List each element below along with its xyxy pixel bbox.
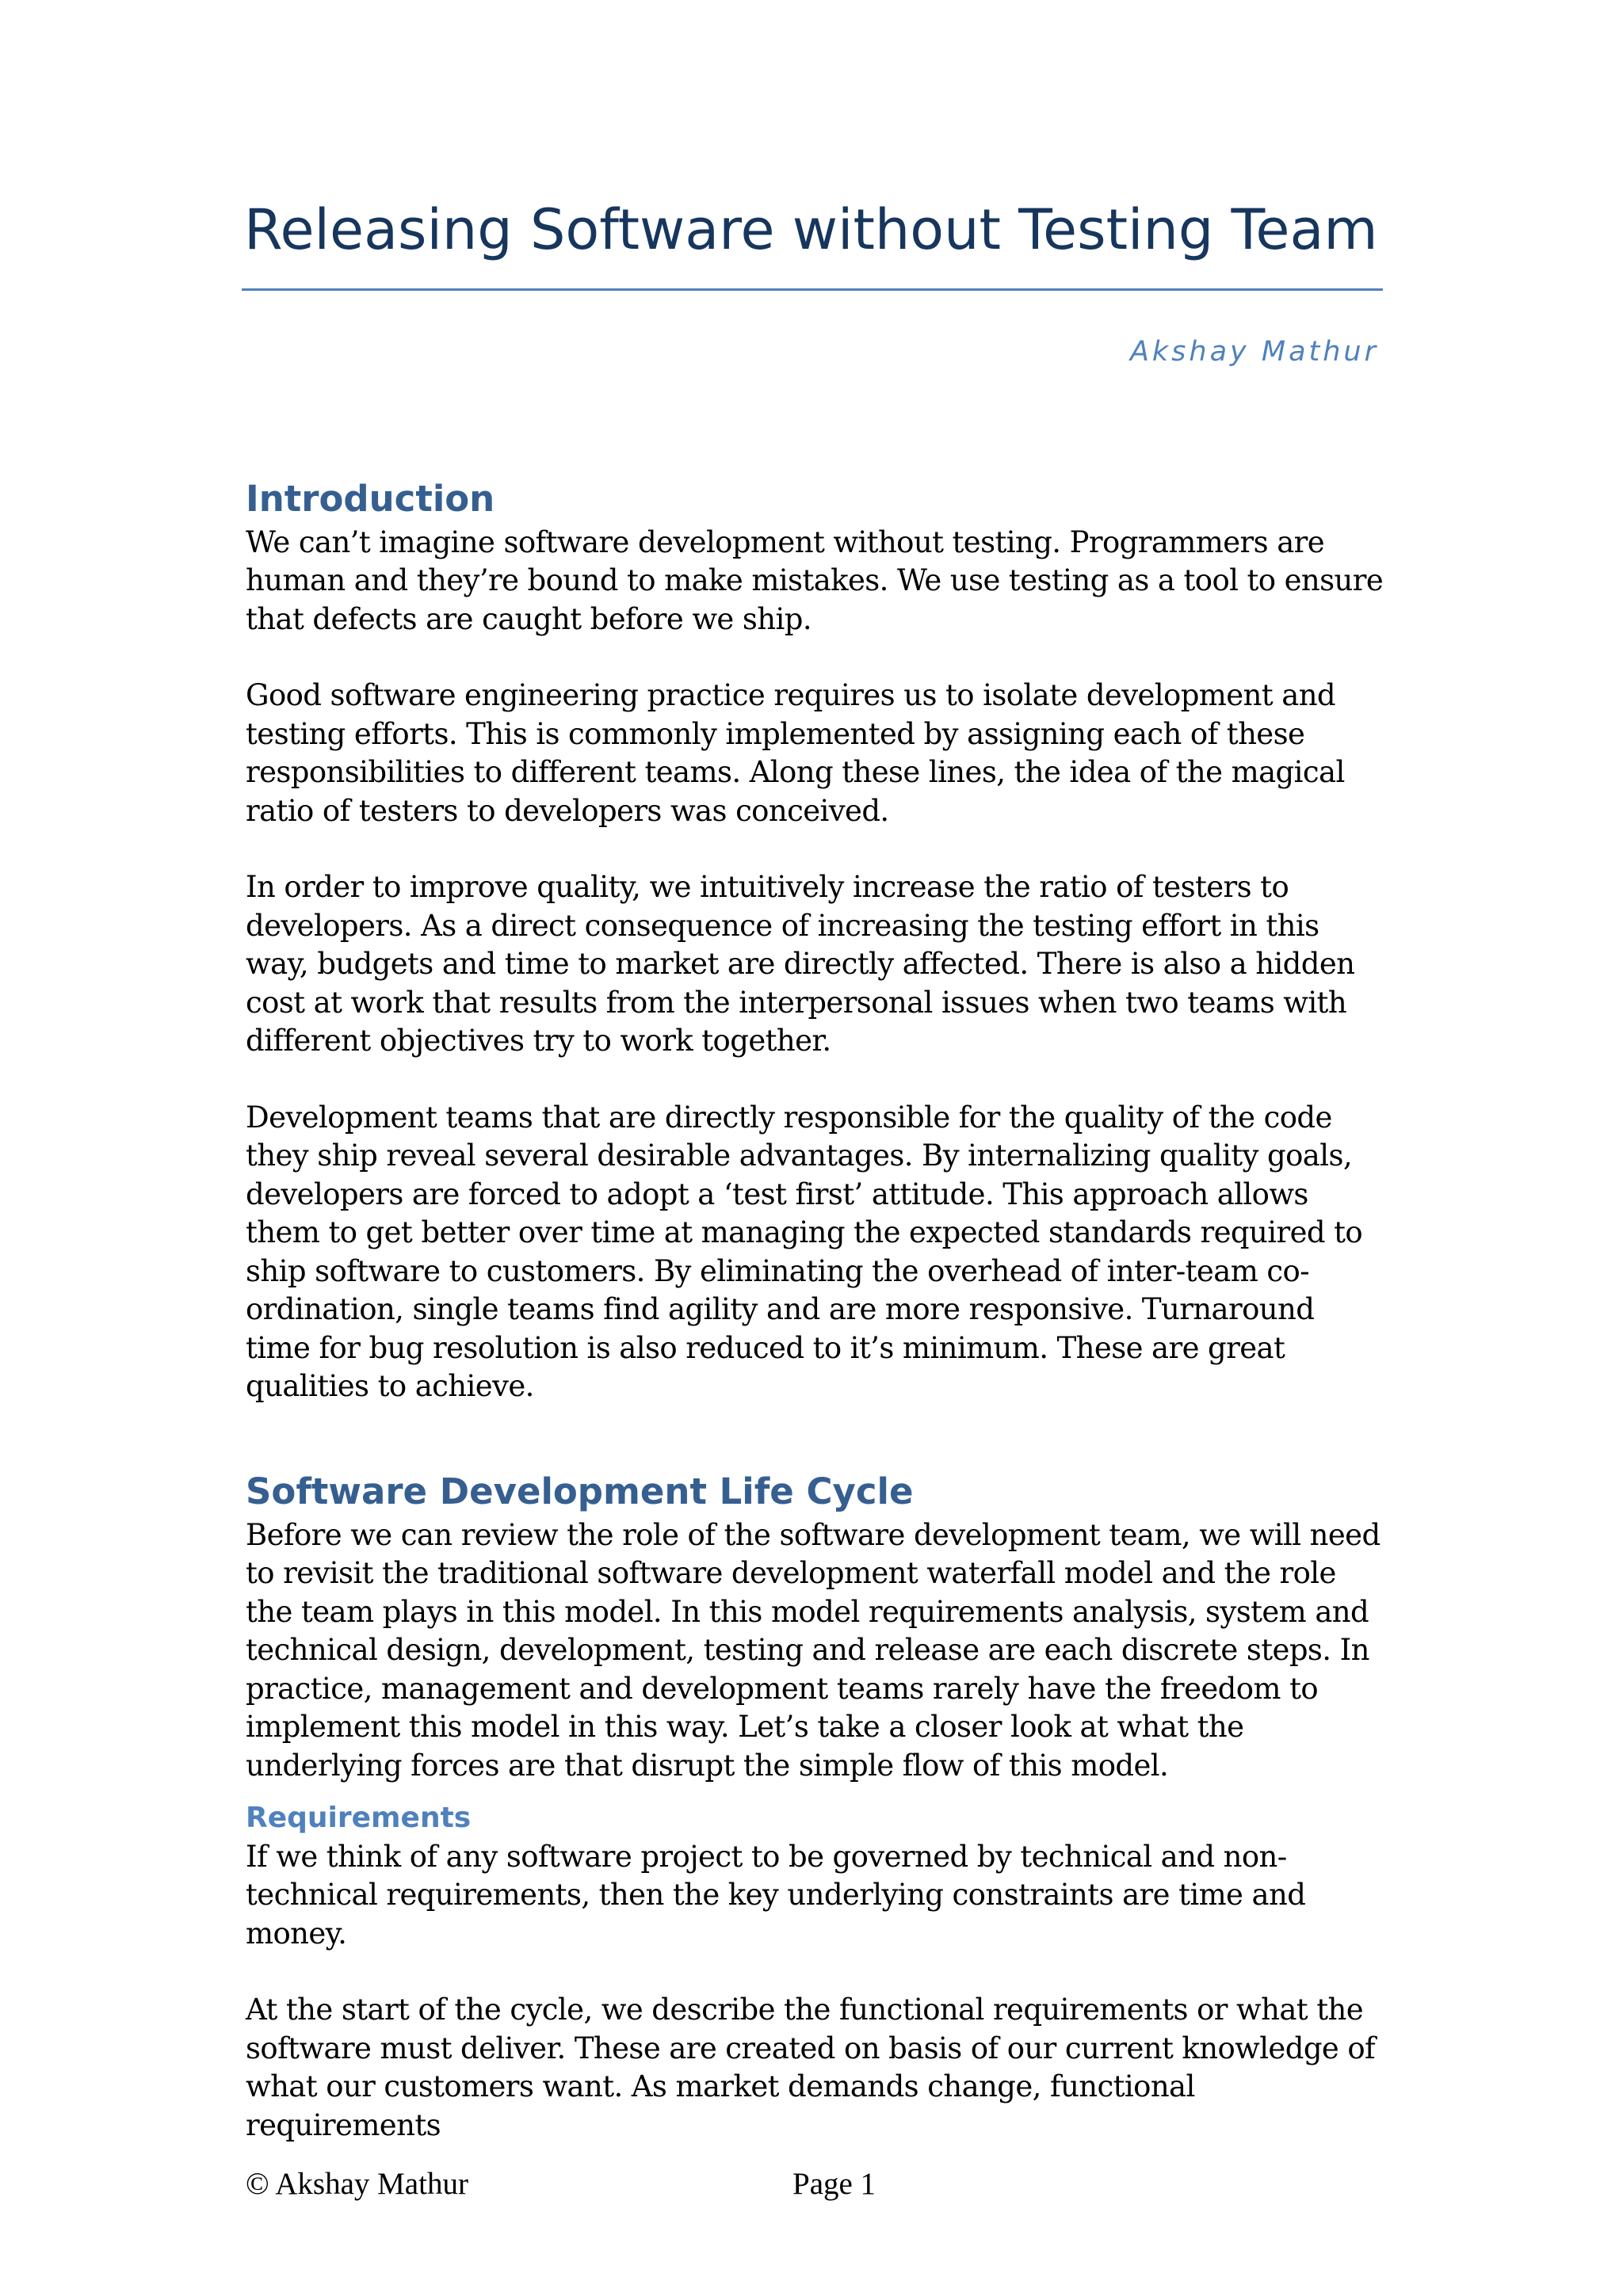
body-paragraph: If we think of any software project to be governed by technical and non-technical requirements, then the key underlying constraints are time and money. [246,1839,1306,1951]
author-name: Akshay Mathur [1129,336,1379,368]
section-heading-sdlc: Software Development Life Cycle [246,1470,914,1512]
document-title: Releasing Software without Testing Team [244,197,1378,262]
section-heading-introduction: Introduction [246,478,495,520]
title-underline [242,288,1383,291]
footer-copyright: © Akshay Mathur [246,2167,468,2201]
body-paragraph: We can’t imagine software development without testing. Programmers are human and they’re bound to make mistakes. We use testing as a tool to ensure that defects are caught before we ship. [246,524,1384,636]
body-paragraph: In order to improve quality, we intuitively increase the ratio of testers to developers. As a direct consequence of increasing the testing effort in this way, budgets and time to market are directly affected. There is also a hidden cost at work that results from the interpersonal issues when two teams with different objectives try to work together. [246,870,1355,1058]
body-paragraph: Development teams that are directly responsible for the quality of the code they ship reveal several desirable advantages. By internalizing quality goals, developers are forced to adopt a ‘test first’ attitude. This approach allows them to get better over time at managing the expected standards required to ship software to customers. By eliminating the overhead of inter-team co-ordination, single teams find agility and are more responsive. Turnaround time for bug resolution is also reduced to it’s minimum. These are great qualities to achieve. [246,1100,1363,1404]
document-body [246,475,1387,2145]
footer-page-number: Page 1 [792,2167,876,2201]
body-paragraph: Good software engineering practice requires us to isolate development and testing efforts. This is commonly implemented by assigning each of these responsibilities to different teams. Along these lines, the idea of the magical ratio of testers to developers was conceived. [246,678,1345,828]
subsection-heading-requirements: Requirements [246,1802,472,1834]
body-paragraph: At the start of the cycle, we describe the functional requirements or what the software must deliver. These are created on basis of our current knowledge of what our customers want. As market demands change, functional requirements [246,1993,1376,2142]
body-paragraph: Before we can review the role of the software development team, we will need to revisit the traditional software development waterfall model and the role the team plays in this model. In this model requirements analysis, system and technical design, development, testing and release are each discrete steps. In practice, management and development teams rarely have the freedom to implement this model in this way. Let’s take a closer look at what the underlying forces are that disrupt the simple flow of this model. [246,1517,1381,1783]
